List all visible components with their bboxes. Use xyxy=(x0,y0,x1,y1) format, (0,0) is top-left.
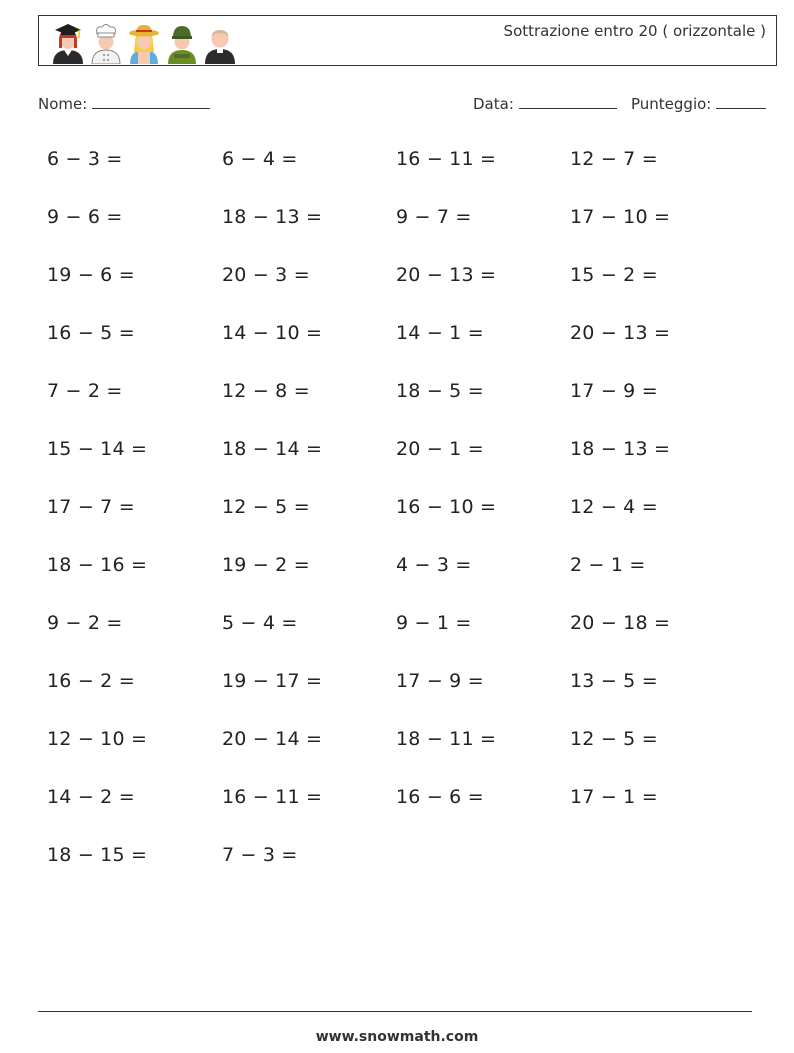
problem-12-1: 14 − 2 = xyxy=(47,786,135,808)
footer-website: www.snowmath.com xyxy=(315,1029,479,1045)
problem-8-3: 4 − 3 = xyxy=(396,554,472,576)
problem-10-3: 17 − 9 = xyxy=(396,670,484,692)
problem-3-4: 15 − 2 = xyxy=(570,264,658,286)
score-field xyxy=(631,94,766,113)
problem-10-1: 16 − 2 = xyxy=(47,670,135,692)
problem-4-4: 20 − 13 = xyxy=(570,322,671,344)
problem-9-1: 9 − 2 = xyxy=(47,612,123,634)
problem-8-4: 2 − 1 = xyxy=(570,554,646,576)
date-blank xyxy=(519,94,617,109)
problem-7-2: 12 − 5 = xyxy=(222,496,310,518)
problem-8-1: 18 − 16 = xyxy=(47,554,148,576)
problem-5-1: 7 − 2 = xyxy=(47,380,123,402)
problem-11-3: 18 − 11 = xyxy=(396,728,497,750)
problem-6-3: 20 − 1 = xyxy=(396,438,484,460)
name-label: Nome: xyxy=(38,95,88,113)
problem-2-4: 17 − 10 = xyxy=(570,206,671,228)
problem-5-4: 17 − 9 = xyxy=(570,380,658,402)
problem-4-2: 14 − 10 = xyxy=(222,322,323,344)
problem-13-1: 18 − 15 = xyxy=(47,844,148,866)
problem-5-2: 12 − 8 = xyxy=(222,380,310,402)
problem-4-3: 14 − 1 = xyxy=(396,322,484,344)
problem-6-4: 18 − 13 = xyxy=(570,438,671,460)
date-field xyxy=(473,94,617,113)
problem-2-3: 9 − 7 = xyxy=(396,206,472,228)
problem-2-1: 9 − 6 = xyxy=(47,206,123,228)
problem-11-4: 12 − 5 = xyxy=(570,728,658,750)
problem-1-3: 16 − 11 = xyxy=(396,148,497,170)
priest-icon xyxy=(197,18,243,64)
problem-10-4: 13 − 5 = xyxy=(570,670,658,692)
date-label: Data: xyxy=(473,95,514,113)
problem-9-2: 5 − 4 = xyxy=(222,612,298,634)
problem-12-2: 16 − 11 = xyxy=(222,786,323,808)
problem-1-4: 12 − 7 = xyxy=(570,148,658,170)
problem-2-2: 18 − 13 = xyxy=(222,206,323,228)
problem-12-4: 17 − 1 = xyxy=(570,786,658,808)
problem-3-1: 19 − 6 = xyxy=(47,264,135,286)
score-blank xyxy=(716,94,766,109)
name-blank xyxy=(92,94,210,109)
problem-1-1: 6 − 3 = xyxy=(47,148,123,170)
footer-divider xyxy=(38,1011,752,1012)
problem-1-2: 6 − 4 = xyxy=(222,148,298,170)
problem-4-1: 16 − 5 = xyxy=(47,322,135,344)
problem-13-2: 7 − 3 = xyxy=(222,844,298,866)
problem-6-2: 18 − 14 = xyxy=(222,438,323,460)
problem-5-3: 18 − 5 = xyxy=(396,380,484,402)
worksheet-header xyxy=(38,15,777,66)
problem-12-3: 16 − 6 = xyxy=(396,786,484,808)
problem-10-2: 19 − 17 = xyxy=(222,670,323,692)
score-label: Punteggio: xyxy=(631,95,712,113)
problem-11-2: 20 − 14 = xyxy=(222,728,323,750)
problem-6-1: 15 − 14 = xyxy=(47,438,148,460)
problem-9-4: 20 − 18 = xyxy=(570,612,671,634)
problem-9-3: 9 − 1 = xyxy=(396,612,472,634)
problem-7-1: 17 − 7 = xyxy=(47,496,135,518)
problem-7-4: 12 − 4 = xyxy=(570,496,658,518)
problem-3-2: 20 − 3 = xyxy=(222,264,310,286)
worksheet-title: Sottrazione entro 20 ( orizzontale ) xyxy=(503,22,766,40)
name-field xyxy=(38,94,210,113)
problem-3-3: 20 − 13 = xyxy=(396,264,497,286)
avatar-row xyxy=(45,18,235,64)
problem-7-3: 16 − 10 = xyxy=(396,496,497,518)
problem-8-2: 19 − 2 = xyxy=(222,554,310,576)
problem-11-1: 12 − 10 = xyxy=(47,728,148,750)
